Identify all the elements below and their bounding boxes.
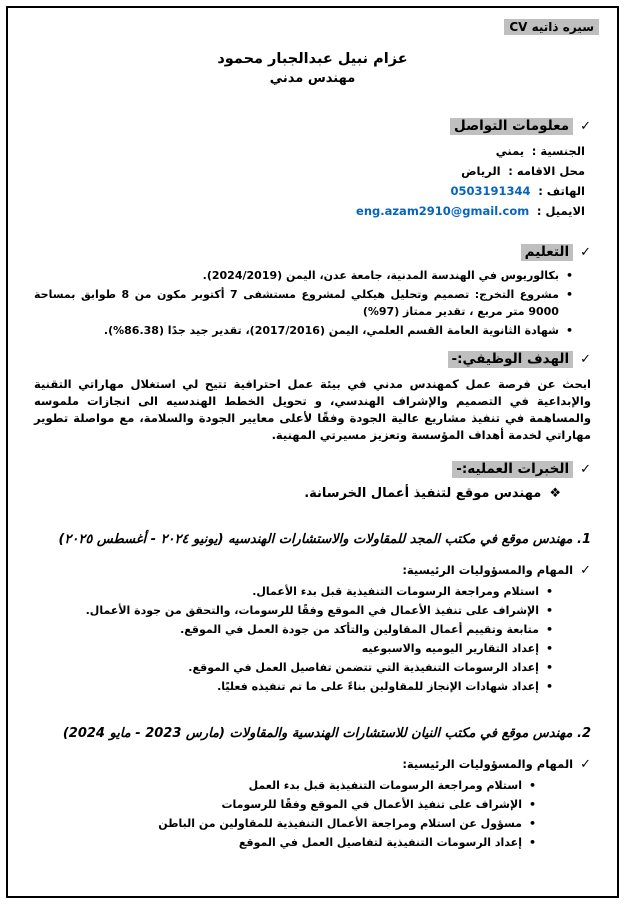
task-item	[34, 796, 536, 813]
phone-link[interactable]: 0503191344	[450, 184, 531, 199]
contact-line-nationality	[34, 141, 585, 161]
education-section-header	[34, 244, 591, 261]
list-item	[34, 322, 573, 339]
cv-corner-label: سيره ذاتيه CV	[504, 19, 599, 35]
check-icon: ✓	[580, 244, 591, 260]
education-item-text: مشروع التخرج: تصميم وتحليل هيكلي لمشروع مستشفى 7 أكتوبر مكون من 8 طوابق بمساحة 9000 متر مربع ، تقدير ممتاز (97%)	[34, 287, 559, 318]
task-item	[34, 621, 553, 638]
contact-section-header	[34, 118, 591, 135]
task-item	[34, 777, 536, 794]
tasks-header-text: المهام والمسؤوليات الرئيسية:	[402, 563, 574, 578]
bullet-icon: •	[545, 584, 553, 598]
objective-paragraph: ابحث عن فرصة عمل كمهندس مدني في بيئة عمل احترافية تتيح لي استغلال مهاراتي التقنية والإبداعية في التصميم والإشراف الهندسي، و تحويل الخطط الهندسيه الى انجازات ملموسه والمساهمة في تنفيذ مشاريع عالية الجودة وفقًا لأعلى معايير الجودة والسلامة، مع مواصلة تطوير مهاراتي لخدمة أهداف المؤسسة وتعزيز مسيرتي المهنية.	[34, 376, 591, 443]
contact-label: الجنسية :	[531, 144, 585, 158]
task-text: إعداد الرسومات التنفيذية لتفاصيل العمل في الموقع	[238, 835, 522, 849]
task-item	[34, 583, 553, 600]
contact-label: محل الاقامه :	[508, 164, 585, 179]
bullet-icon: •	[545, 622, 553, 636]
check-icon: ✓	[580, 461, 591, 477]
task-item	[34, 640, 553, 657]
task-item	[34, 659, 553, 676]
education-item-text: بكالوريوس في الهندسة المدنية، جامعة عدن، اليمن (2024/2019).	[202, 268, 559, 282]
email-link[interactable]: eng.azam2910@gmail.com	[356, 204, 530, 219]
contact-line-email	[34, 201, 585, 221]
contact-label: الهاتف :	[538, 184, 585, 199]
task-item	[34, 834, 536, 851]
candidate-name: عزام نبيل عبدالجبار محمود	[217, 51, 408, 67]
objective-section-title: الهدف الوظيفي:-	[448, 351, 574, 368]
job-1-tasks-header	[34, 563, 591, 578]
bullet-icon: •	[528, 816, 536, 830]
task-text: الإشراف على تنفيذ الأعمال في الموقع وفقًا للرسومات، والتحقق من جودة الأعمال.	[85, 603, 539, 617]
bullet-icon: •	[565, 287, 573, 301]
task-item	[34, 815, 536, 832]
job-1-title: 1. مهندس موقع في مكتب المجد للمقاولات والاستشارات الهندسيه (يونيو ٢٠٢٤ - أغسطس ٢٠٢٥)	[58, 531, 591, 547]
job-2-task-list	[34, 777, 591, 851]
job-2-title: 2. مهندس موقع في مكتب النيان للاستشارات الهندسية والمقاولات (مارس 2023 - مايو 2024)	[62, 725, 591, 741]
task-text: متابعة وتقييم أعمال المقاولين والتأكد من جودة العمل في الموقع.	[180, 622, 539, 636]
experience-summary	[34, 486, 561, 501]
list-item	[34, 267, 573, 284]
education-list	[34, 267, 591, 339]
bullet-icon: •	[545, 660, 553, 674]
experience-section-header	[34, 461, 591, 478]
task-text: استلام ومراجعة الرسومات التنفيذية قبل بدء العمل	[248, 778, 522, 792]
education-item-text: شهادة الثانوية العامة القسم العلمي، اليمن (2017/2016)، تقدير جيد جدًا (86.38%).	[103, 323, 559, 337]
experience-section-title: الخبرات العمليه:-	[452, 461, 573, 478]
contact-line-residence	[34, 161, 585, 181]
document-page	[6, 6, 619, 898]
contact-value: يمني	[495, 144, 525, 158]
contact-list	[34, 141, 585, 222]
experience-summary-text: مهندس موقع لتنفيذ أعمال الخرسانة.	[304, 485, 542, 501]
list-item	[34, 286, 573, 320]
task-item	[34, 678, 553, 695]
task-text: إعداد شهادات الإنجاز للمقاولين بناءً على ما تم تنفيذه فعليًا.	[217, 679, 539, 693]
check-icon: ✓	[580, 756, 591, 772]
task-text: إعداد الرسومات التنفيذية التي تتضمن تفاصيل العمل في الموقع.	[188, 660, 539, 674]
check-icon: ✓	[580, 119, 591, 134]
check-icon: ✓	[580, 351, 591, 367]
bullet-icon: •	[528, 797, 536, 811]
task-text: الإشراف على تنفيذ الأعمال في الموقع وفقًا للرسومات	[221, 797, 522, 811]
objective-section-header	[34, 351, 591, 368]
bullet-icon: •	[545, 679, 553, 693]
job-2-tasks-header	[34, 757, 591, 772]
check-icon: ✓	[580, 562, 591, 578]
tasks-header-text: المهام والمسؤوليات الرئيسية:	[402, 757, 574, 772]
education-section-title: التعليم	[521, 244, 573, 261]
bullet-icon: •	[565, 268, 573, 282]
bullet-icon: •	[528, 835, 536, 849]
bullet-icon: •	[545, 603, 553, 617]
bullet-icon: •	[545, 641, 553, 655]
task-item	[34, 602, 553, 619]
bullet-icon: •	[528, 778, 536, 792]
contact-line-phone	[34, 181, 585, 201]
contact-value: الرياض	[461, 164, 501, 179]
task-text: إعداد التقارير اليوميه والاسبوعيه	[361, 641, 539, 655]
contact-section-title: معلومات التواصل	[450, 118, 573, 135]
contact-label: الايميل :	[536, 204, 585, 219]
bullet-icon: •	[565, 323, 573, 337]
task-text: استلام ومراجعة الرسومات التنفيذية قبل بدء الأعمال.	[252, 584, 539, 598]
diamond-bullet-icon: ❖	[549, 485, 561, 501]
candidate-job-title: مهندس مدني	[269, 71, 356, 86]
job-1-task-list	[34, 583, 591, 695]
task-text: مسؤول عن استلام ومراجعة الأعمال التنفيذية للمقاولين من الباطن	[158, 816, 522, 830]
